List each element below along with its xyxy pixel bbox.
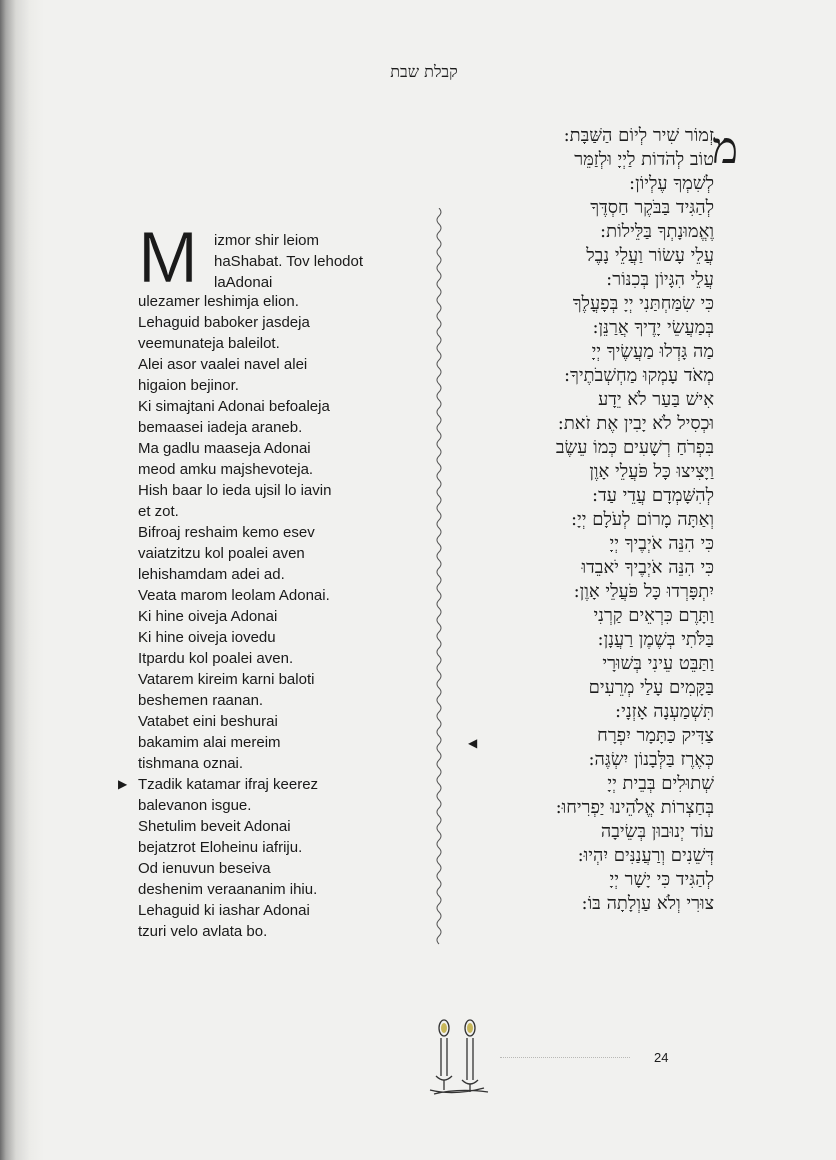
text-line: Lehaguid ki iashar Adonai	[138, 902, 310, 919]
hebrew-line: לְהִשָּׁמְדָם עֲדֵי עַד:	[592, 485, 714, 506]
text-line: bejatzrot Eloheinu iafriju.	[138, 839, 303, 856]
page-header	[0, 62, 836, 82]
text-line: Ki hine oiveja iovedu	[138, 629, 276, 646]
text-line: meod amku majshevoteja.	[138, 461, 314, 478]
hebrew-line: לְהַגִּיד כִּי יָשָׁר יְיָ	[609, 869, 714, 890]
text-line: Shetulim beveit Adonai	[138, 818, 291, 835]
hebrew-line: וַיָּצִיצוּ כָּל פֹּעֲלֵי אָוֶן	[589, 461, 714, 482]
hebrew-line: וַתַּבֵּט עֵינִי בְּשׁוּרָי	[602, 653, 714, 674]
text-line: Itpardu kol poalei aven.	[138, 650, 294, 667]
hebrew-line: וַתָּרֶם כִּרְאֵים קַרְנִי	[593, 605, 714, 626]
text-line: veemunateja baleilot.	[138, 335, 280, 352]
hebrew-line: עֲלֵי עָשׂוֹר וַעֲלֵי נָבֶל	[586, 245, 714, 266]
text-line: Veata marom leolam Adonai.	[138, 587, 330, 604]
hebrew-line: תִּשְׁמַעְנָה אָזְנָי:	[615, 701, 714, 722]
text-line: balevanon isgue.	[138, 797, 252, 814]
hebrew-line: אִישׁ בַּעַר לֹא יֵדָע	[598, 389, 714, 410]
text-line: laAdonai	[214, 274, 273, 291]
text-line: Ma gadlu maaseja Adonai	[138, 440, 311, 457]
drop-cap: M	[138, 218, 198, 298]
hebrew-line: וּכְסִיל לֹא יָבִין אֶת זֹאת:	[557, 413, 714, 434]
hebrew-line: מְאֹד עָמְקוּ מַחְשְׁבֹתֶיךָ:	[563, 365, 714, 386]
text-line: Ki simajtani Adonai befoaleja	[138, 398, 330, 415]
hebrew-line: דְּשֵׁנִים וְרַעֲנַנִּים יִהְיוּ:	[577, 845, 714, 866]
hebrew-line: טוֹב לְהֹדוֹת לַיְיָ וּלְזַמֵּר	[574, 149, 714, 170]
hebrew-line: שְׁתוּלִים בְּבֵית יְיָ	[607, 773, 714, 794]
hebrew-column	[464, 124, 714, 916]
hebrew-line: כִּי הִנֵּה אֹיְבֶיךָ יֹאבֵדוּ	[581, 557, 714, 578]
shabbat-candles-icon	[424, 1018, 494, 1096]
section-marker-icon: ▶	[118, 777, 128, 791]
hebrew-line: עֲלֵי הִגָּיוֹן בְּכִנּוֹר:	[606, 269, 714, 290]
text-line: et zot.	[138, 503, 179, 520]
hebrew-line: צוּרִי וְלֹא עַוְלָתָה בּוֹ:	[581, 893, 714, 914]
wavy-divider	[432, 208, 446, 948]
binding-shadow	[0, 0, 44, 1160]
page-number: 24	[654, 1050, 669, 1065]
text-line: Od ienuvun beseiva	[138, 860, 271, 877]
hebrew-drop-cap: מ	[712, 123, 739, 174]
text-line: izmor shir leiom	[214, 232, 320, 249]
text-line: beshemen raanan.	[138, 692, 264, 709]
hebrew-line: כִּי הִנֵּה אֹיְבֶיךָ יְיָ	[609, 533, 714, 554]
opening-lines	[214, 230, 394, 293]
text-line: Alei asor vaalei navel alei	[138, 356, 308, 373]
hebrew-line: לְהַגִּיד בַּבֹּקֶר חַסְדֶּךָ	[590, 197, 714, 218]
hebrew-line: זְמוֹר שִׁיר לְיוֹם הַשַּׁבָּת:	[563, 125, 714, 146]
hebrew-line: וְאַתָּה מָרוֹם לְעֹלָם יְיָ:	[570, 509, 714, 530]
text-line: Vatabet eini beshurai	[138, 713, 278, 730]
hebrew-line: בִּפְרֹחַ רְשָׁעִים כְּמוֹ עֵשֶׂב	[555, 437, 714, 458]
text-line: lehishamdam adei ad.	[138, 566, 285, 583]
header-title: קבלת שבת	[390, 62, 458, 81]
text-line: Tzadik katamar ifraj keerez	[138, 776, 319, 793]
text-line: Bifroaj reshaim kemo esev	[138, 524, 315, 541]
text-line: higaion bejinor.	[138, 377, 239, 394]
hebrew-line: לְשִׁמְךָ עֶלְיוֹן:	[629, 173, 714, 194]
hebrew-line: בְּמַעֲשֵׂי יָדֶיךָ אֲרַנֵּן:	[592, 317, 714, 338]
text-line: Hish baar lo ieda ujsil lo iavin	[138, 482, 332, 499]
text-line: deshenim veraananim ihiu.	[138, 881, 318, 898]
text-line: vaiatzitzu kol poalei aven	[138, 545, 305, 562]
hebrew-line: יִתְפָּרְדוּ כָּל פֹּעֲלֵי אָוֶן:	[573, 581, 714, 602]
footer-rule	[500, 1057, 630, 1058]
text-line: Ki hine oiveja Adonai	[138, 608, 278, 625]
text-line: ulezamer leshimja elion.	[138, 293, 299, 310]
hebrew-line: עוֹד יְנוּבוּן בְּשֵׂיבָה	[600, 821, 714, 842]
text-line: haShabat. Tov lehodot	[214, 253, 364, 270]
hebrew-line: צַדִּיק כַּתָּמָר יִפְרָח	[597, 725, 714, 746]
hebrew-section-marker-icon: ◀	[468, 736, 478, 750]
text-line: bemaasei iadeja araneb.	[138, 419, 303, 436]
hebrew-line: וֶאֱמוּנָתְךָ בַּלֵּילוֹת:	[600, 221, 714, 242]
text-line: Lehaguid baboker jasdeja	[138, 314, 310, 331]
hebrew-line: בַּקָּמִים עָלַי מְרֵעִים	[588, 677, 714, 698]
transliteration-column	[118, 218, 388, 942]
text-line: bakamim alai mereim	[138, 734, 281, 751]
opening-block	[138, 218, 388, 298]
hebrew-line: בְּחַצְרוֹת אֱלֹהֵינוּ יַפְרִיחוּ:	[555, 797, 714, 818]
text-line: Vatarem kireim karni baloti	[138, 671, 315, 688]
hebrew-line: בַּלֹּתִי בְּשֶׁמֶן רַעֲנָן:	[597, 629, 714, 650]
hebrew-line: מַה גָּדְלוּ מַעֲשֶׂיךָ יְיָ	[591, 341, 714, 362]
hebrew-line: כְּאֶרֶז בַּלְּבָנוֹן יִשְׂגֶּה:	[588, 749, 714, 770]
hebrew-line: כִּי שִׂמַּחְתַּנִי יְיָ בְּפָעֳלֶךָ	[572, 293, 714, 314]
text-line: tishmana oznai.	[138, 755, 244, 772]
marked-section	[118, 774, 388, 795]
text-line: tzuri velo avlata bo.	[138, 923, 268, 940]
